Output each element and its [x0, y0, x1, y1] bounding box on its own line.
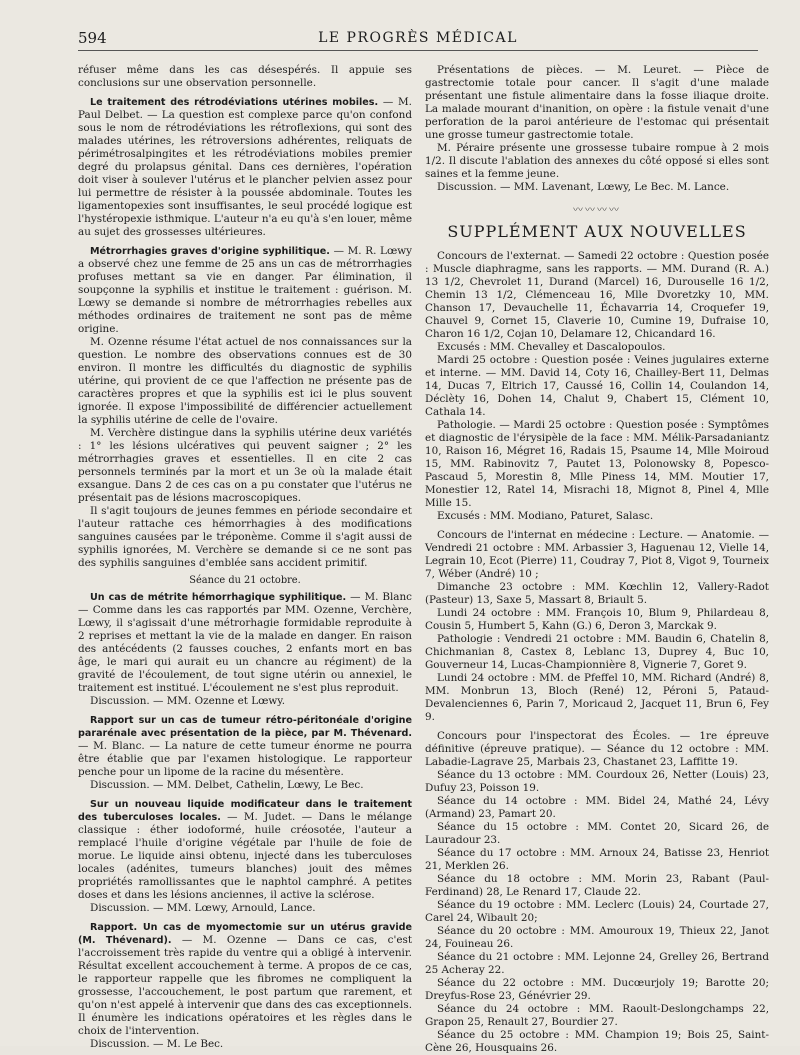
discussion: Discussion. — MM. Delbet, Cathelin, Lœwy, Le Bec. [90, 779, 364, 791]
paragraph: Dimanche 23 octobre : MM. Kœchlin 12, Vallery-Radot (Pasteur) 13, Saxe 5, Massart 8, Briault 5. [425, 581, 769, 606]
paragraph: Séance du 13 octobre : MM. Courdoux 26, Netter (Louis) 23, Dufuy 23, Poisson 19. [425, 769, 769, 794]
paragraph: Séance du 15 octobre : MM. Contet 20, Sicard 26, de Lauradour 23. [425, 821, 769, 846]
paragraph: Rapport sur un cas de tumeur rétro-péritonéale d'origine pararénale avec présentation de la pièce, par M. Thévenard. — M. Blanc. — La nature de cette tumeur énorme ne pourra être établie que par l'examen histologique. Le rapporteur penche pour un lipome de la racine du mésentère. [78, 715, 412, 778]
section-title: Le traitement des rétrodéviations utérines mobiles. [90, 97, 379, 108]
section-title: Rapport. Un cas de myomectomie sur un utérus gravide (M. Thévenard). [78, 922, 412, 946]
right-column [425, 64, 769, 1055]
left-column [78, 64, 412, 1051]
paragraph: Il s'agit toujours de jeunes femmes en période secondaire et l'auteur rattache ces hémorrhagies à des modifications sanguines causées par le tréponème. Comme il s'agit aussi de syphilis ignorées, M. Verchère se demande si ce ne sont pas des syphilis sanguines d'emblée sans accident primitif. [78, 505, 412, 569]
paragraph: Séance du 25 octobre : MM. Champion 19; Bois 25, Saint-Cène 26, Housquains 26. [425, 1029, 769, 1054]
section-title: Sur un nouveau liquide modificateur dans le traitement des tuberculoses locales. [78, 799, 412, 823]
discussion: Discussion. — MM. Lavenant, Lœwy, Le Bec. M. Lance. [437, 181, 730, 193]
supplement-title: SUPPLÉMENT AUX NOUVELLES [447, 222, 747, 241]
paragraph: Rapport. Un cas de myomectomie sur un utérus gravide (M. Thévenard). — M. Ozenne — Dans ce cas, c'est l'accroissement très rapide du ventre qui a obligé à intervenir. Résultat excellent accouchement à terme. A propos de ce cas, le rapporteur rappelle que les fibromes ne compliquent la grossesse, l'accouchement, le post partum que rarement, et qu'on n'est appelé à intervenir que dans des cas exceptionnels. Il énumère les indications opératoires et les règles dans le choix de l'intervention. [78, 922, 412, 1037]
paragraph: Pathologie. — Mardi 25 octobre : Question posée : Symptômes et diagnostic de l'érysipèle de la face : MM. Mélik-Parsadaniantz 10, Raison 16, Mégret 16, Radais 15, Psaume 14, Mlle Moiroud 15, MM. Rabinovitz 7, Pautet 13, Polonowsky 8, Popesco-Pascaud 5, Morestin 8, Mlle Piness 14, MM. Moutier 17, Monestier 12, Ratel 14, Misrachi 18, Mignot 8, Pinel 4, Mlle Mille 15. [425, 419, 769, 509]
paragraph: Séance du 19 octobre : MM. Leclerc (Louis) 24, Courtade 27, Carel 24, Wibault 20; [425, 899, 769, 924]
section-title: Un cas de métrite hémorrhagique syphilitique. [90, 592, 347, 603]
paragraph: Séance du 24 octobre : MM. Raoult-Deslongchamps 22, Grapon 25, Renault 27, Bourdier 27. [425, 1003, 769, 1028]
paragraph: Séance du 22 octobre : MM. Ducœurjoly 19; Barotte 20; Dreyfus-Rose 23, Génévrier 29. [425, 977, 769, 1002]
paragraph: Concours de l'externat. — Samedi 22 octobre : Question posée : Muscle diaphragme, sans les rapports. — MM. Durand (R. A.) 13 1/2, Chevrolet 11, Durand (Marcel) 16, Durouselle 16 1/2, Chemin 13 1/2, Clémenceau 16, Mlle Dvoretzky 10, MM. Chanson 17, Devauchelle 11, Échavarria 14, Croquefer 19, Chauvel 9, Cornet 15, Claverie 10, Cumine 19, Dufraise 10, Charon 16 1/2, Cojan 10, Delamare 12, Chicandard 16. [425, 250, 769, 340]
paragraph: Excusés : MM. Chevalley et Dascalopoulos. [437, 341, 666, 353]
paragraph: Sur un nouveau liquide modificateur dans le traitement des tuberculoses locales. — M. Judet. — Dans le mélange classique : éther iodoformé, huile créosotée, l'auteur a remplacé l'huile d'origine végétale par l'huile de foie de morue. Le liquide ainsi obtenu, injecté dans les tuberculoses locales (adénites, tumeurs blanches) jouit des mêmes propriétés ramollissantes que le naphtol camphré. A petites doses et dans les lésions anciennes, il active la sclérose. [78, 799, 412, 901]
paragraph: Présentations de pièces. — M. Leuret. — Pièce de gastrectomie totale pour cancer. Il s'agit d'une malade présentant une fistule alimentaire dans la fosse iliaque droite. La malade mourant d'inanition, on opère : la fistule venait d'une perforation de la paroi antérieure de l'estomac qui présentait une grosse tumeur gastrectomie totale. [425, 64, 769, 141]
paragraph: Excusés : MM. Modiano, Paturet, Salasc. [437, 510, 654, 522]
paragraph: Pathologie : Vendredi 21 octobre : MM. Baudin 6, Chatelin 8, Chichmanian 8, Castex 8, Leblanc 13, Duprey 4, Buc 10, Gouverneur 14, Lucas-Championnière 8, Vignerie 7, Goret 9. [425, 633, 769, 671]
running-head [78, 28, 758, 51]
paragraph: Concours pour l'inspectorat des Écoles. — 1re épreuve définitive (épreuve pratique). — Séance du 12 octobre : MM. Labadie-Lagrave 25, Marbais 23, Chastanet 23, Laffitte 19. [425, 730, 769, 768]
paragraph: M. Ozenne résume l'état actuel de nos connaissances sur la question. Le nombre des observations connues est de 30 environ. Il montre les difficultés du diagnostic de syphilis utérine, qui provient de ce que l'affection ne présente pas de caractères propres et que la syphilis est ici le plus souvent ignorée. Il expose l'impossibilité de différencier actuellement la syphilis utérine de celle de l'ovaire. [78, 336, 412, 426]
section-title: Rapport sur un cas de tumeur rétro-péritonéale d'origine pararénale avec présentation de la pièce, par M. Thévenard. [78, 715, 412, 739]
journal-title: LE PROGRÈS MÉDICAL [318, 30, 518, 46]
paragraph: Mardi 25 octobre : Question posée : Veines jugulaires externe et interne. — MM. David 14, Coty 16, Chailley-Bert 11, Delmas 14, Ducas 7, Eltrich 17, Caussé 16, Collin 14, Coulandon 14, Déclèty 16, Dohen 14, Chalut 9, Chabert 15, Clément 10, Cathala 14. [425, 354, 769, 418]
paragraph: Séance du 17 octobre : MM. Arnoux 24, Batisse 23, Henriot 21, Merklen 26. [425, 847, 769, 872]
paragraph: Le traitement des rétrodéviations utérines mobiles. — M. Paul Delbet. — La question est complexe parce qu'on confond sous le nom de rétrodéviations les rétroflexions, qui sont des malades utérines, les rétroversions adhérentes, reliquats de périmétrosalpingites et les rétrodéviations mobiles premier degré du prolapsus génital. Dans ces dernières, l'opération doit viser à soulever l'utérus et le plancher pelvien assez pour lui permettre de résister à la poussée abdominale. Toutes les ligamentopexies sont insuffisantes, le seul procédé logique est l'hystéropexie isthmique. L'auteur n'a eu qu'à s'en louer, même au sujet des grossesses ultérieures. [78, 96, 412, 238]
paragraph: Concours de l'internat en médecine : Lecture. — Anatomie. — Vendredi 21 octobre : MM. Arbassier 3, Haguenau 12, Vielle 14, Legrain 10, Ecot (Pierre) 11, Coudray 7, Piot 8, Vigot 9, Tourneix 7, Wéber (André) 10 ; [425, 529, 769, 580]
paragraph: Séance du 18 octobre : MM. Morin 23, Rabant (Paul-Ferdinand) 28, Le Renard 17, Claude 22. [425, 873, 769, 898]
paragraph: Un cas de métrite hémorrhagique syphilitique. — M. Blanc — Comme dans les cas rapportés par MM. Ozenne, Verchère, Lœwy, il s'agissait d'une métrorhagie formidable reproduite à 2 reprises et mettant la vie de la malade en danger. En raison des antécédents (2 fausses couches, 2 enfants mort en bas âge, le mari qui aurait eu un chancre au régiment) de la gravité de l'écoulement, de tout signe utérin ou annexiel, le traitement est institué. L'écoulement ne s'est plus reproduit. [78, 591, 412, 694]
paragraph: M. Verchère distingue dans la syphilis utérine deux variétés : 1° les lésions ulcératives qui peuvent saigner ; 2° les métrorrhagies graves et essentielles. Il en cite 2 cas personnels terminés par la mort et un 3e où la malade était exsangue. Dans 2 de ces cas on a pu constater que l'utérus ne présentait pas de lésions macroscopiques. [78, 427, 412, 504]
ornament-divider: 〰〰〰〰 [573, 205, 621, 216]
discussion: Discussion. — M. Le Bec. [90, 1038, 224, 1050]
discussion: Discussion. — MM. Ozenne et Lœwy. [90, 695, 286, 707]
paragraph: Lundi 24 octobre : MM. François 10, Blum 9, Philardeau 8, Cousin 5, Humbert 5, Kahn (G.) 6, Deron 3, Marckak 9. [425, 607, 769, 632]
page-number: 594 [78, 29, 107, 47]
paragraph: Séance du 20 octobre : MM. Amouroux 19, Thieux 22, Janot 24, Fouineau 26. [425, 925, 769, 950]
paragraph: Métrorrhagies graves d'origine syphilitique. — M. R. Lœwy a observé chez une femme de 25 ans un cas de métrorrhagies profuses mettant sa vie en danger. Par élimination, il soupçonne la syphilis et institue le traitement : guérison. M. Lœwy se demande si nombre de métrorrhagies rebelles aux méthodes ordinaires de traitement ne sont pas de même origine. [78, 245, 412, 335]
paragraph: M. Péraire présente une grossesse tubaire rompue à 2 mois 1/2. Il discute l'ablation des annexes du côté opposé si elles sont saines et la femme jeune. [425, 142, 769, 180]
paragraph: Lundi 24 octobre : MM. de Pfeffel 10, MM. Richard (André) 8, MM. Monbrun 13, Bloch (René) 12, Péroni 5, Pataud-Devalenciennes 6, Parin 7, Moricaud 2, Jacquet 11, Brun 6, Fey 9. [425, 672, 769, 723]
seance-heading: Séance du 21 octobre. [189, 575, 301, 586]
paragraph: Séance du 14 octobre : MM. Bidel 24, Mathé 24, Lévy (Armand) 23, Pamart 20. [425, 795, 769, 820]
section-title: Métrorrhagies graves d'origine syphilitique. [90, 246, 330, 257]
paragraph: Séance du 21 octobre : MM. Lejonne 24, Grelley 26, Bertrand 25 Acheray 22. [425, 951, 769, 976]
discussion: Discussion. — MM. Lœwy, Arnould, Lance. [90, 902, 316, 914]
paragraph: réfuser même dans les cas désespérés. Il appuie ses conclusions sur une observation personnelle. [78, 64, 412, 89]
